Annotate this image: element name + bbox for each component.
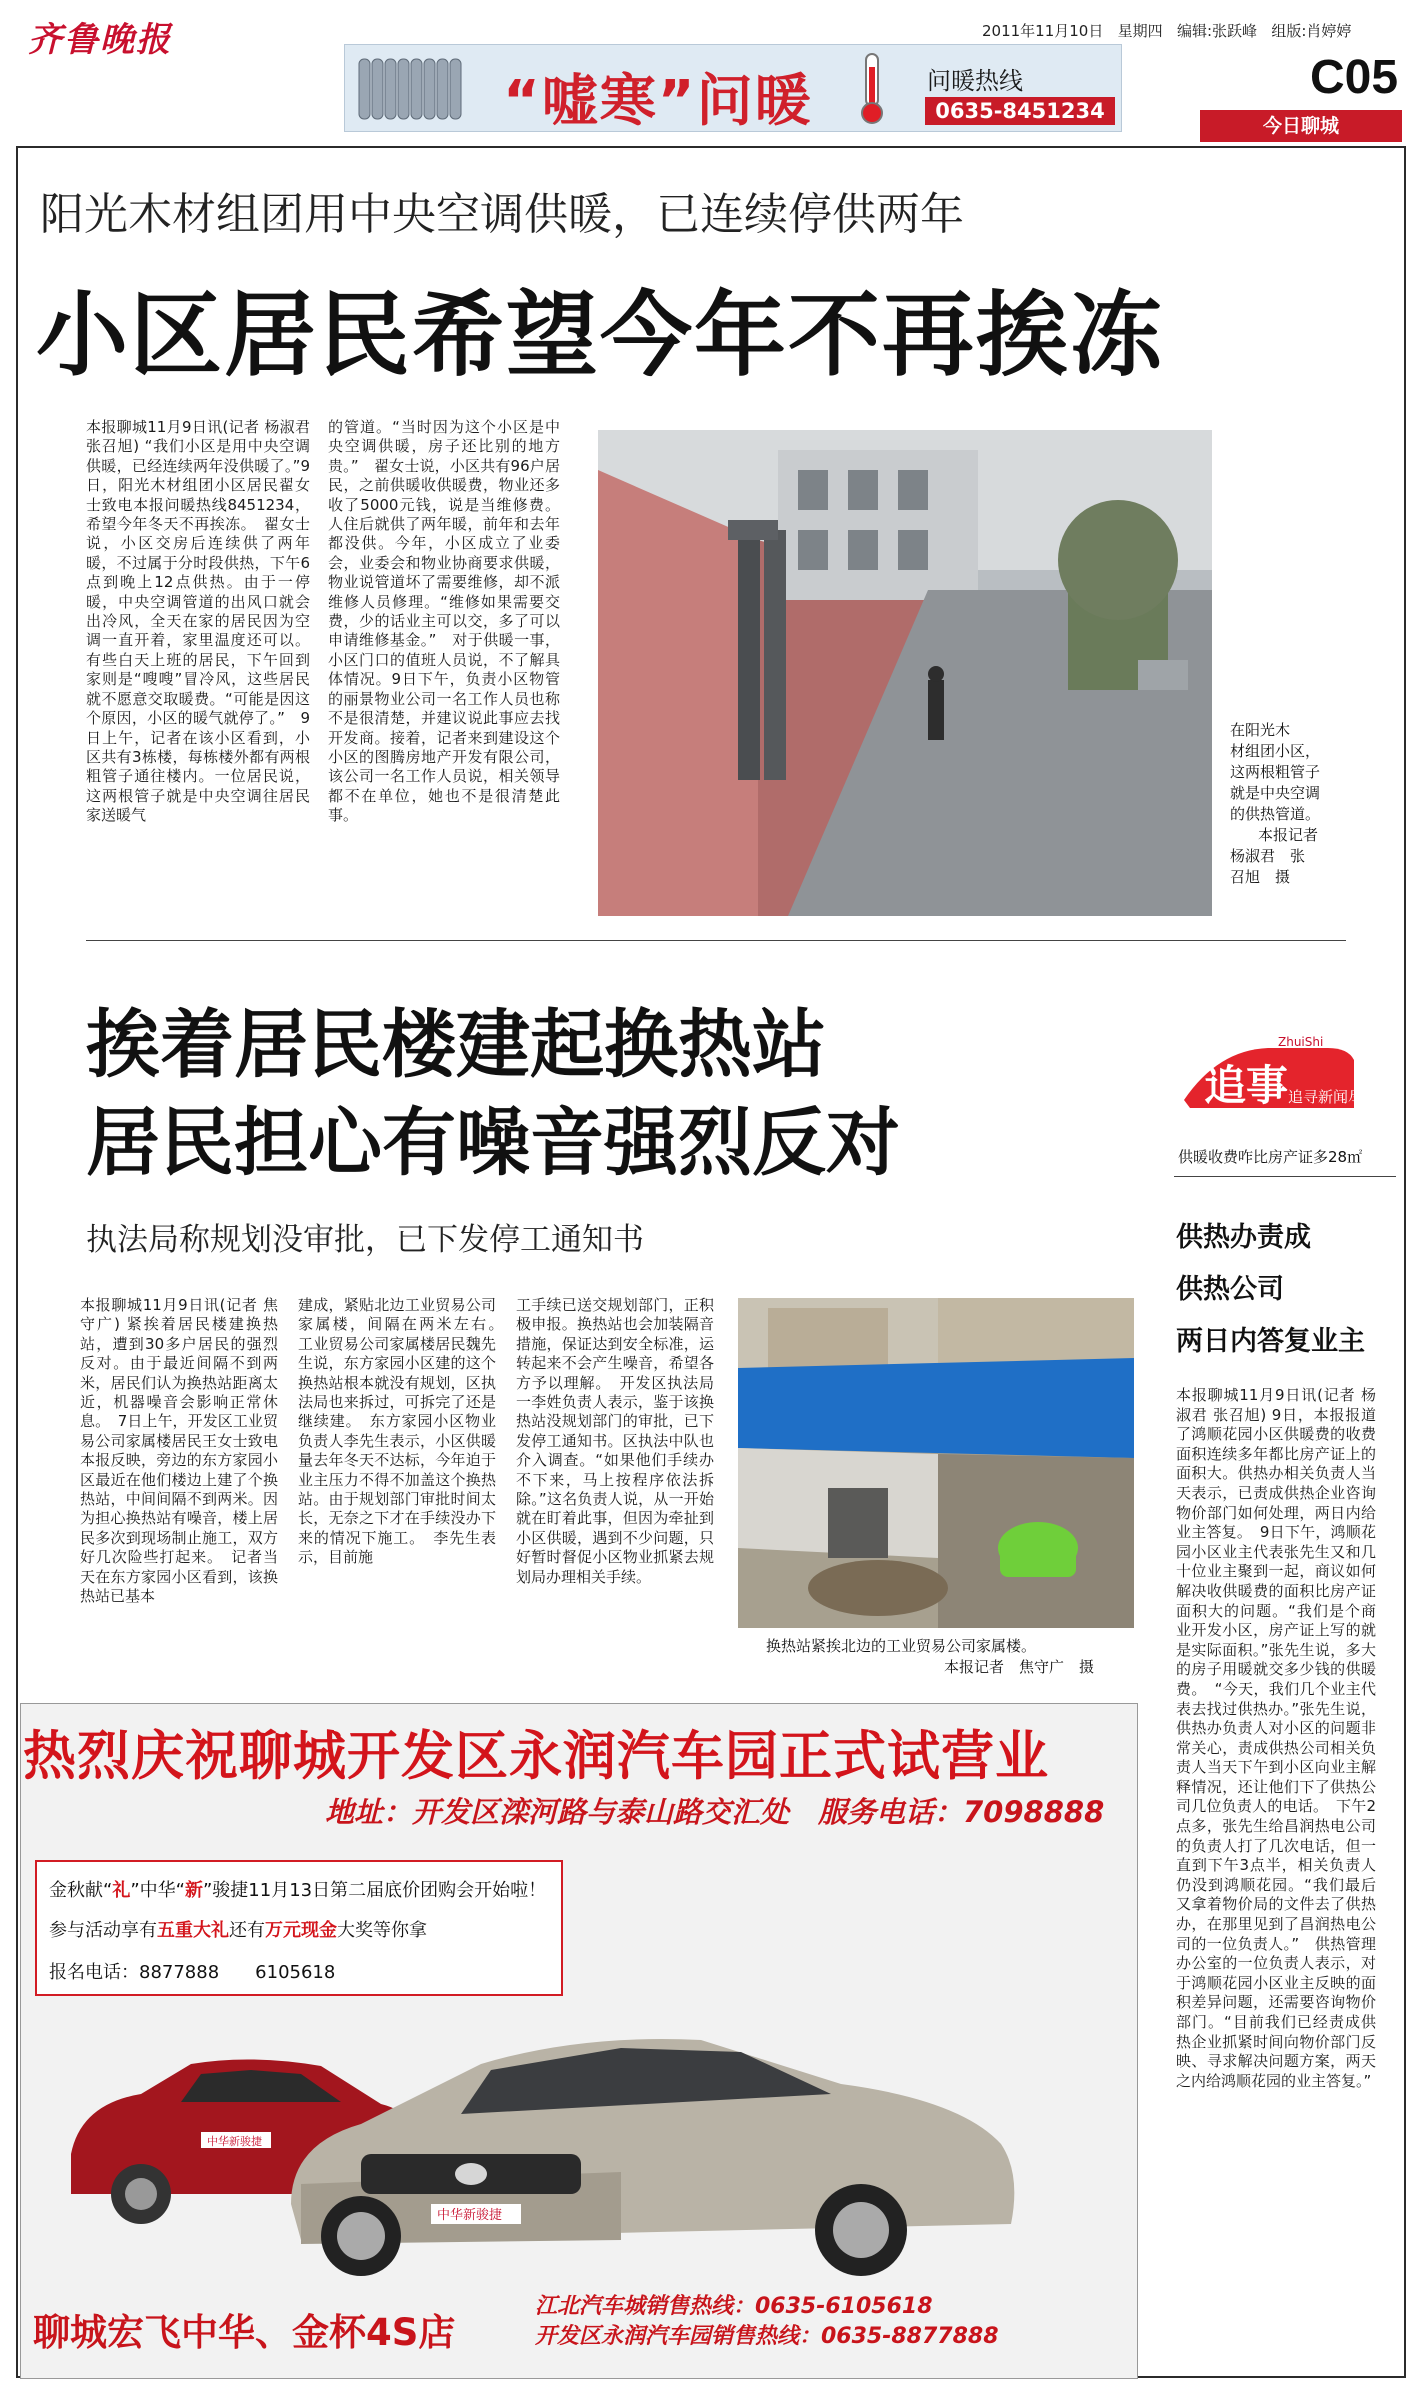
car-dealer-advertisement[interactable]	[20, 1703, 1138, 2379]
promo-highlight: 礼	[112, 1880, 131, 1901]
zhuishi-logo-tagline: 追寻新闻尽头	[1288, 1088, 1379, 1106]
banner-title: “嘘寒”问暖	[503, 69, 813, 134]
ad-title: 热烈庆祝聊城开发区永润汽车园正式试营业	[23, 1725, 1049, 1787]
weekday: 星期四	[1117, 22, 1163, 40]
car-illustration	[61, 2004, 1061, 2294]
heat-station-photo-illustration	[738, 1298, 1134, 1628]
section-tab: 今日聊城	[1200, 110, 1402, 142]
story2-column-1: 本报聊城11月9日讯(记者 焦守广) 紧挨着居民楼建换热站，遭到30多户居民的强烈反对。由于最近间隔不到两米，居民们认为换热站距离太近，机器噪音会影响正常休息。 7日上午，开发区工业贸易公司家属楼居民王女士致电本报反映，旁边的东方家园小区最近在他们楼边上建了个换热站，中间间隔不到两米。因为担心换热站有噪音，楼上居民多次到现场制止施工，双方好几次险些打起来。 记者当天在东方家园小区看到，该换热站已基本	[80, 1296, 278, 1606]
hotline-label: 问暖热线	[927, 67, 1023, 95]
caption-line: 杨淑君 张	[1230, 847, 1306, 865]
promo-text: ”骏捷11月13日第二届底价团购会开始啦！	[202, 1880, 547, 1901]
ad-hotline-2: 开发区永润汽车园销售热线：0635-8877888	[535, 2324, 999, 2349]
sidebar-rule	[1174, 1176, 1396, 1177]
ad-promo-line-2	[49, 1916, 427, 1942]
promo-text: 还有	[229, 1920, 265, 1941]
zhuishi-logo-pinyin: ZhuiShi	[1278, 1035, 1324, 1049]
promo-highlight: 万元现金	[265, 1920, 337, 1941]
story1-kicker: 阳光木材组团用中央空调供暖，已连续停供两年	[40, 189, 964, 240]
zhuishi-logo-text: 追事	[1204, 1061, 1289, 1110]
story2-kicker: 执法局称规划没审批，已下发停工通知书	[86, 1222, 644, 1258]
sidebar-headline-line: 两日内答复业主	[1176, 1326, 1365, 1357]
alley-photo-illustration	[598, 430, 1212, 916]
story1-caption	[1230, 720, 1370, 888]
ad-plate-right: 中华新骏捷	[437, 2208, 503, 2223]
promo-text: ”中华“	[130, 1880, 185, 1901]
sidebar-headline	[1176, 1212, 1365, 1368]
zhuishi-logo	[1178, 1030, 1398, 1130]
ad-promo-box	[35, 1860, 563, 1996]
promo-text: 大奖等你拿	[337, 1920, 427, 1941]
story2-headline-line: 居民担心有噪音强烈反对	[86, 1100, 900, 1186]
promo-highlight: 五重大礼	[157, 1920, 229, 1941]
story2-column-2: 建成，紧贴北边工业贸易公司家属楼，间隔在两米左右。 工业贸易公司家属楼居民魏先生说，东方家园小区建的这个换热站根本就没有规划，区执法局也来拆过，可拆完了还是继续建。 东方家园小区物业负责人李先生表示，小区供暖量去年冬天不达标，今年迫于业主压力不得不加盖这个换热站。由于规划部门审批时间太长，无奈之下才在手续没办下来的情况下施工。 李先生表示，目前施	[298, 1296, 512, 1567]
story1-column-2: 的管道。“当时因为这个小区是中央空调供暖，房子还比别的地方贵。” 翟女士说，小区共有96户居民，之前供暖收供暖费，物业还多收了5000元钱，说是当维修费。人住后就供了两年暖，前年和去年都没供。今年，小区成立了业委会，业委会和物业协商要求供暖，物业说管道坏了需要维修，却不派维修人员修理。“维修如果需要交费，少的话业主可以交，多了可以申请维修基金。” 对于供暖一事，小区门口的值班人员说，不了解具体情况。9日下午，负责小区物管的丽景物业公司一名工作人员也称不是很清楚，并建议说此事应去找开发商。接着，记者来到建设这个小区的图腾房地产开发有限公司，该公司一名工作人员说，相关领导都不在单位，她也不是很清楚此事。	[328, 418, 560, 825]
ad-promo-line-1	[49, 1876, 546, 1902]
caption-line: 本报记者 焦守广 摄	[944, 1658, 1095, 1676]
story2-caption	[766, 1636, 1126, 1678]
caption-line: 本报记者	[1258, 826, 1319, 844]
story2-headline	[86, 996, 900, 1192]
editor: 编辑:张跃峰	[1177, 22, 1258, 40]
ad-promo-line-3: 报名电话：8877888 6105618	[49, 1962, 336, 1983]
caption-line: 召旭 摄	[1230, 868, 1291, 886]
ad-hotline-1: 江北汽车城销售热线：0635-6105618	[535, 2294, 933, 2319]
promo-text: 金秋献“	[49, 1880, 113, 1901]
ad-plate-left: 中华新骏捷	[207, 2135, 262, 2148]
story1-column-1: 本报聊城11月9日讯(记者 杨淑君 张召旭) “我们小区是用中央空调供暖，已经连续两年没供暖了。”9日，阳光木材组团小区居民翟女士致电本报问暖热线8451234，希望今年冬天不再挨冻。 翟女士说，小区交房后连续供了两年暖，不过属于分时段供热，下午6点到晚上12点供热。由于一停暖，中央空调管道的出风口就会出冷风，全天在家的居民因为空调一直开着，家里温度还可以。有些白天上班的居民，下午回到家则是“嗖嗖”冒冷风，这些居民就不愿意交取暖费。“可能是因这个原因，小区的暖气就停了。” 9日上午，记者在该小区看到，小区共有3栋楼，每栋楼外都有两根粗管子通往楼内。一位居民说，这两根管子就是中央空调往居民家送暖气	[86, 418, 310, 825]
zhuishi-logo-graphic	[1178, 1030, 1398, 1130]
promo-text: 参与活动享有	[49, 1920, 157, 1941]
ad-hotlines	[535, 2292, 999, 2352]
thermometer-icon	[855, 51, 889, 125]
caption-line: 材组团小区，	[1230, 742, 1321, 760]
layout-editor: 组版:肖婷婷	[1271, 22, 1352, 40]
sidebar-headline-line: 供热公司	[1176, 1274, 1284, 1305]
sidebar-headline-line: 供热办责成	[1176, 1222, 1311, 1253]
caption-line: 在阳光木	[1230, 721, 1291, 739]
story2-headline-line: 挨着居民楼建起换热站	[86, 1002, 826, 1088]
column-banner	[344, 44, 1122, 132]
page-number: C05	[1310, 51, 1399, 104]
radiator-icon	[355, 53, 465, 123]
story2-column-3: 工手续已送交规划部门，正积极申报。换热站也会加装隔音措施，保证达到安全标准，运转起来不会产生噪音，希望各方予以理解。 开发区执法局一李姓负责人表示，鉴于该换热站没规划部门的审批，已下发停工通知书。区执法中队也介入调查。“如果他们手续办不下来，马上按程序依法拆除。”这名负责人说，从一开始就在盯着此事，但因为牵扯到小区供暖，遇到不少问题，只好暂时督促小区物业抓紧去规划局办理相关手续。	[516, 1296, 714, 1586]
promo-highlight: 新	[184, 1880, 203, 1901]
sidebar-subtitle: 供暖收费咋比房产证多28㎡	[1178, 1148, 1363, 1166]
caption-line: 就是中央空调	[1230, 784, 1321, 802]
hotline-number: 0635-8451234	[925, 97, 1115, 125]
silver-car-icon	[291, 2039, 1014, 2276]
ad-dealer-name: 聊城宏飞中华、金杯4S店	[33, 2311, 456, 2354]
story2-photo	[738, 1298, 1134, 1628]
divider-rule	[86, 940, 1346, 941]
caption-line: 换热站紧挨北边的工业贸易公司家属楼。	[766, 1637, 1037, 1655]
caption-line: 这两根粗管子	[1230, 763, 1321, 781]
date: 2011年11月10日	[982, 22, 1104, 40]
dateline	[982, 20, 1351, 41]
story1-headline: 小区居民希望今年不再挨冻	[36, 282, 1165, 389]
sidebar-body: 本报聊城11月9日讯(记者 杨淑君 张召旭) 9日，本报报道了鸿顺花园小区供暖费的收费面积连续多年都比房产证上的面积大。供热办相关负责人当天表示，已责成供热企业咨询物价部门如何处理，两日内给业主答复。 9日下午，鸿顺花园小区业主代表张先生又和几十位业主聚到一起，商议如何解决收供暖费的面积比房产证面积大的问题。“我们是个商业开发小区，房产证上写的就是实际面积。”张先生说，多大的房子用暖就交多少钱的供暖费。 “今天，我们几个业主代表去找过供热办。”张先生说，供热办负责人对小区的问题非常关心，责成供热公司相关负责人当天下午到小区向业主解释情况，还让他们下了供热公司几位负责人的电话。 下午2点多，张先生给昌润热电公司的负责人打了几次电话，但一直到下午3点半，相关负责人仍没到鸿顺花园。“我们最后又拿着物价局的文件去了供热办，在那里见到了昌润热电公司的一位负责人。” 供热管理办公室的一位负责人表示，对于鸿顺花园小区业主反映的面积差异问题，还需要咨询物价部门。“目前我们已经责成供热企业抓紧时间向物价部门反映、寻求解决问题方案，两天之内给鸿顺花园的业主答复。”	[1176, 1386, 1376, 2090]
story1-photo	[598, 430, 1212, 916]
newspaper-logo: 齐鲁晚报	[28, 20, 172, 60]
caption-line: 的供热管道。	[1230, 805, 1321, 823]
ad-address: 地址：开发区滦河路与泰山路交汇处 服务电话：7098888	[325, 1795, 1105, 1829]
